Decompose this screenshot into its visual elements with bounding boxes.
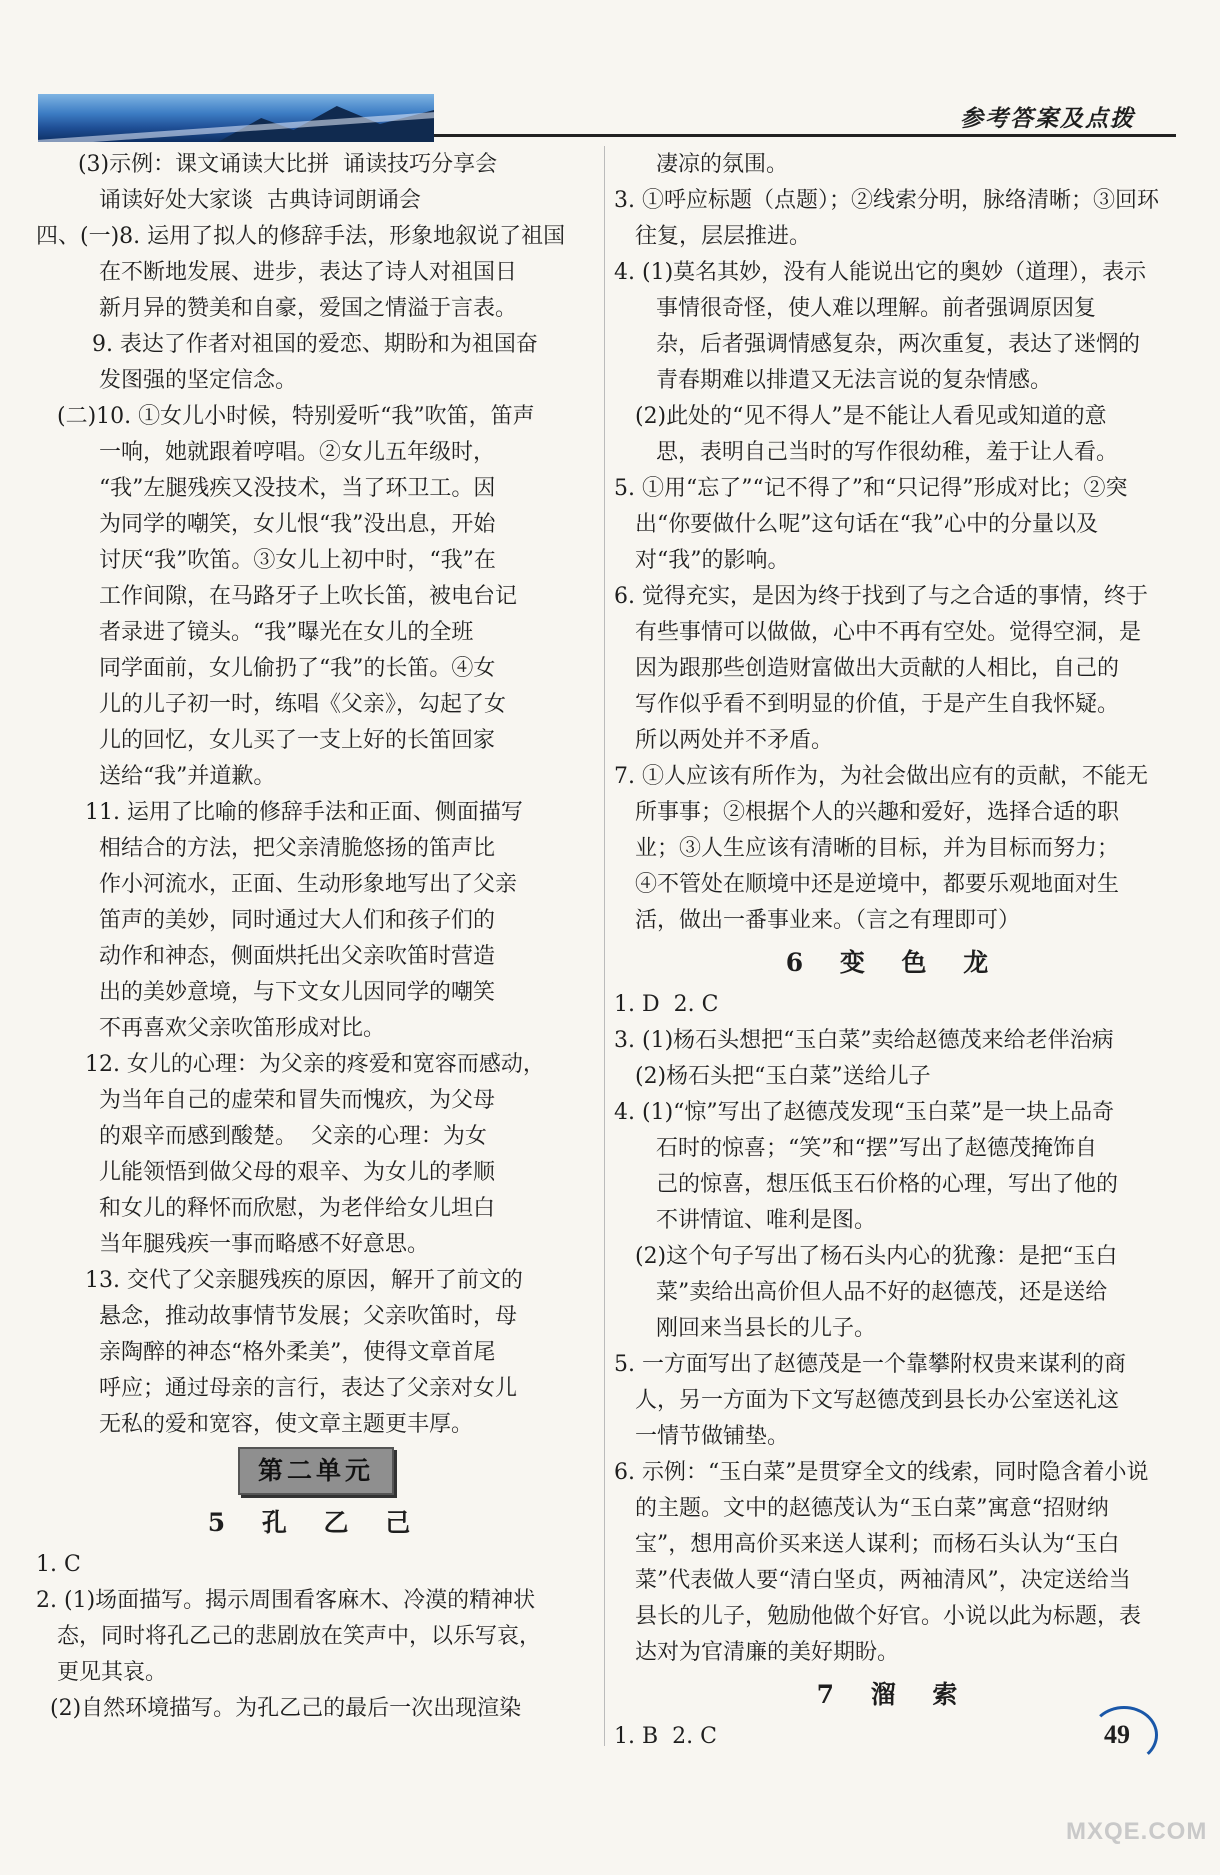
left-text-line: 2. (1)场面描写。揭示周围看客麻木、冷漠的精神状 [36,1588,536,1613]
header-banner-image [38,94,434,142]
left-text-line: 笛声的美妙，同时通过大人们和孩子们的 [36,908,495,933]
right-text-line: 4. (1)“惊”写出了赵德茂发现“玉白菜”是一块上品奇 [614,1100,1115,1125]
left-text-line: 为同学的嘲笑，女儿恨“我”没出息，开始 [36,512,496,537]
left-text-line: (2)自然环境描写。为孔乙己的最后一次出现渲染 [36,1696,522,1721]
left-text-line: 12. 女儿的心理：为父亲的疼爱和宽容而感动， [36,1052,545,1077]
right-text-line: 6. 示例：“玉白菜”是贯穿全文的线索，同时隐含着小说 [614,1460,1149,1485]
left-text-line: 亲陶醉的神态“格外柔美”，使得文章首尾 [36,1340,496,1365]
left-text-line: 儿能领悟到做父母的艰辛、为女儿的孝顺 [36,1160,495,1185]
left-text-line: 者录进了镜头。“我”曝光在女儿的全班 [36,620,474,645]
left-text-line: 动作和神态，侧面烘托出父亲吹笛时营造 [36,944,495,969]
right-text-line: 不讲情谊、唯利是图。 [614,1208,876,1233]
right-text-line: 6. 觉得充实，是因为终于找到了与之合适的事情，终于 [614,584,1148,609]
right-text-line: 5. ①用“忘了”“记不得了”和“只记得”形成对比；②突 [614,476,1128,501]
right-text-line: 青春期难以排遣又无法言说的复杂情感。 [614,368,1052,393]
left-text-line: 讨厌“我”吹笛。③女儿上初中时，“我”在 [36,548,496,573]
right-text-line: 5. 一方面写出了赵德茂是一个靠攀附权贵来谋利的商 [614,1352,1126,1377]
right-text-line: 写作似乎看不到明显的价值，于是产生自我怀疑。 [614,692,1119,717]
left-text-line: 新月异的赞美和自豪，爱国之情溢于言表。 [36,296,517,321]
left-text-line: 态，同时将孔乙己的悲剧放在笑声中，以乐写哀， [36,1624,541,1649]
left-text-line: 为当年自己的虚荣和冒失而愧疚，为父母 [36,1088,495,1113]
left-text-line: 不再喜欢父亲吹笛形成对比。 [36,1016,385,1041]
right-text-line: 菜”卖给出高价但人品不好的赵德茂，还是送给 [614,1280,1108,1305]
left-text-line: 儿的回忆，女儿买了一支上好的长笛回家 [36,728,495,753]
left-text-line: 13. 交代了父亲腿残疾的原因，解开了前文的 [36,1268,523,1293]
left-text-line: 悬念，推动故事情节发展；父亲吹笛时，母 [36,1304,517,1329]
left-text-line: 11. 运用了比喻的修辞手法和正面、侧面描写 [36,800,523,825]
unit-title: 第二单元 [238,1447,394,1495]
right-text-line: 3. (1)杨石头想把“玉白菜”卖给赵德茂来给老伴治病 [614,1028,1114,1053]
left-text-line: 四、(一)8. 运用了拟人的修辞手法，形象地叙说了祖国 [36,224,566,249]
right-text-line: 菜”代表做人要“清白坚贞，两袖清风”，决定送给当 [614,1568,1131,1593]
right-text-line: 4. (1)莫名其妙，没有人能说出它的奥妙（道理），表示 [614,260,1147,285]
left-text-line: 同学面前，女儿偷扔了“我”的长笛。④女 [36,656,496,681]
left-text-line: 9. 表达了作者对祖国的爱恋、期盼和为祖国奋 [36,332,538,357]
right-section-title: 7 溜 索 [816,1680,972,1709]
right-text-line: 县长的儿子，勉励他做个好官。小说以此为标题，表 [614,1604,1141,1629]
right-text-line: 所事事；②根据个人的兴趣和爱好，选择合适的职 [614,800,1119,825]
right-text-line: 1. D 2. C [614,992,719,1017]
right-text-line: 刚回来当县长的儿子。 [614,1316,876,1341]
left-text-line: (二)10. ①女儿小时候，特别爱听“我”吹笛，笛声 [36,404,535,429]
left-text-line: 呼应；通过母亲的言行，表达了父亲对女儿 [36,1376,517,1401]
right-column [614,147,1174,1755]
left-unit-heading [36,1443,596,1499]
left-section-title: 5 孔 乙 己 [207,1508,425,1537]
header-rule [434,134,1176,137]
right-text-line: 3. ①呼应标题（点题）；②线索分明，脉络清晰；③回环 [614,188,1159,213]
left-text-line: 1. C [36,1552,81,1577]
right-text-line: 因为跟那些创造财富做出大贡献的人相比，自己的 [614,656,1119,681]
right-section-title: 6 变 色 龙 [785,948,1003,977]
left-text-line: 当年腿残疾一事而略感不好意思。 [36,1232,429,1257]
right-text-line: 业；③人生应该有清晰的目标，并为目标而努力； [614,836,1119,861]
left-text-line: 诵读好处大家谈 古典诗词朗诵会 [36,188,421,213]
left-text-line: “我”左腿残疾又没技术，当了环卫工。因 [36,476,496,501]
right-text-line: (2)此处的“见不得人”是不能让人看见或知道的意 [614,404,1107,429]
watermark: MXQE.COM [1066,1818,1208,1845]
left-text-line: (3)示例：课文诵读大比拼 诵读技巧分享会 [36,152,498,177]
right-text-line: 所以两处并不矛盾。 [614,728,833,753]
left-text-line: 在不断地发展、进步，表达了诗人对祖国日 [36,260,517,285]
right-text-line: 一情节做铺垫。 [614,1424,789,1449]
right-text-line: 杂，后者强调情感复杂，两次重复，表达了迷惘的 [614,332,1140,357]
left-text-line: 相结合的方法，把父亲清脆悠扬的笛声比 [36,836,495,861]
left-text-line: 和女儿的释怀而欣慰，为老伴给女儿坦白 [36,1196,495,1221]
right-text-line: 有些事情可以做做，心中不再有空处。觉得空洞，是 [614,620,1141,645]
left-column [36,147,596,1727]
left-text-line: 出的美妙意境，与下文女儿因同学的嘲笑 [36,980,495,1005]
right-text-line: 的主题。文中的赵德茂认为“玉白菜”寓意“招财纳 [614,1496,1109,1521]
page-number: 49 [1104,1720,1130,1749]
right-text-line: 石时的惊喜；“笑”和“摆”写出了赵德茂掩饰自 [614,1136,1097,1161]
right-text-line: 思，表明自己当时的写作很幼稚，羞于让人看。 [614,440,1118,465]
left-text-line: 儿的儿子初一时，练唱《父亲》，勾起了女 [36,692,506,717]
left-text-line: 的艰辛而感到酸楚。 父亲的心理：为女 [36,1124,487,1149]
right-text-line: 往复，层层推进。 [614,224,811,249]
left-text-line: 发图强的坚定信念。 [36,368,297,393]
right-text-line: 7. ①人应该有所作为，为社会做出应有的贡献，不能无 [614,764,1148,789]
right-text-line: (2)这个句子写出了杨石头内心的犹豫：是把“玉白 [614,1244,1118,1269]
right-text-line: 己的惊喜，想压低玉石价格的心理，写出了他的 [614,1172,1118,1197]
right-text-line: 宝”，想用高价买来送人谋利；而杨石头认为“玉白 [614,1532,1120,1557]
left-text-line: 无私的爱和宽容，使文章主题更丰厚。 [36,1412,473,1437]
left-text-line: 作小河流水，正面、生动形象地写出了父亲 [36,872,517,897]
right-text-line: ④不管处在顺境中还是逆境中，都要乐观地面对生 [614,872,1119,897]
right-text-line: (2)杨石头把“玉白菜”送给儿子 [614,1064,931,1089]
right-text-line: 人，另一方面为下文写赵德茂到县长办公室送礼这 [614,1388,1119,1413]
right-text-line: 达对为官清廉的美好期盼。 [614,1640,899,1665]
left-text-line: 送给“我”并道歉。 [36,764,276,789]
left-text-line: 一响，她就跟着哼唱。②女儿五年级时， [36,440,495,465]
column-divider [604,146,605,1746]
right-text-line: 凄凉的氛围。 [614,152,788,177]
right-text-line: 对“我”的影响。 [614,548,790,573]
right-text-line: 事情很奇怪，使人难以理解。前者强调原因复 [614,296,1096,321]
right-text-line: 出“你要做什么呢”这句话在“我”心中的分量以及 [614,512,1098,537]
left-text-line: 更见其哀。 [36,1660,167,1685]
header-title: 参考答案及点拨 [960,105,1135,132]
left-text-line: 工作间隙，在马路牙子上吹长笛，被电台记 [36,584,517,609]
right-text-line: 活，做出一番事业来。（言之有理即可） [614,908,1020,933]
right-text-line: 1. B 2. C [614,1724,717,1749]
